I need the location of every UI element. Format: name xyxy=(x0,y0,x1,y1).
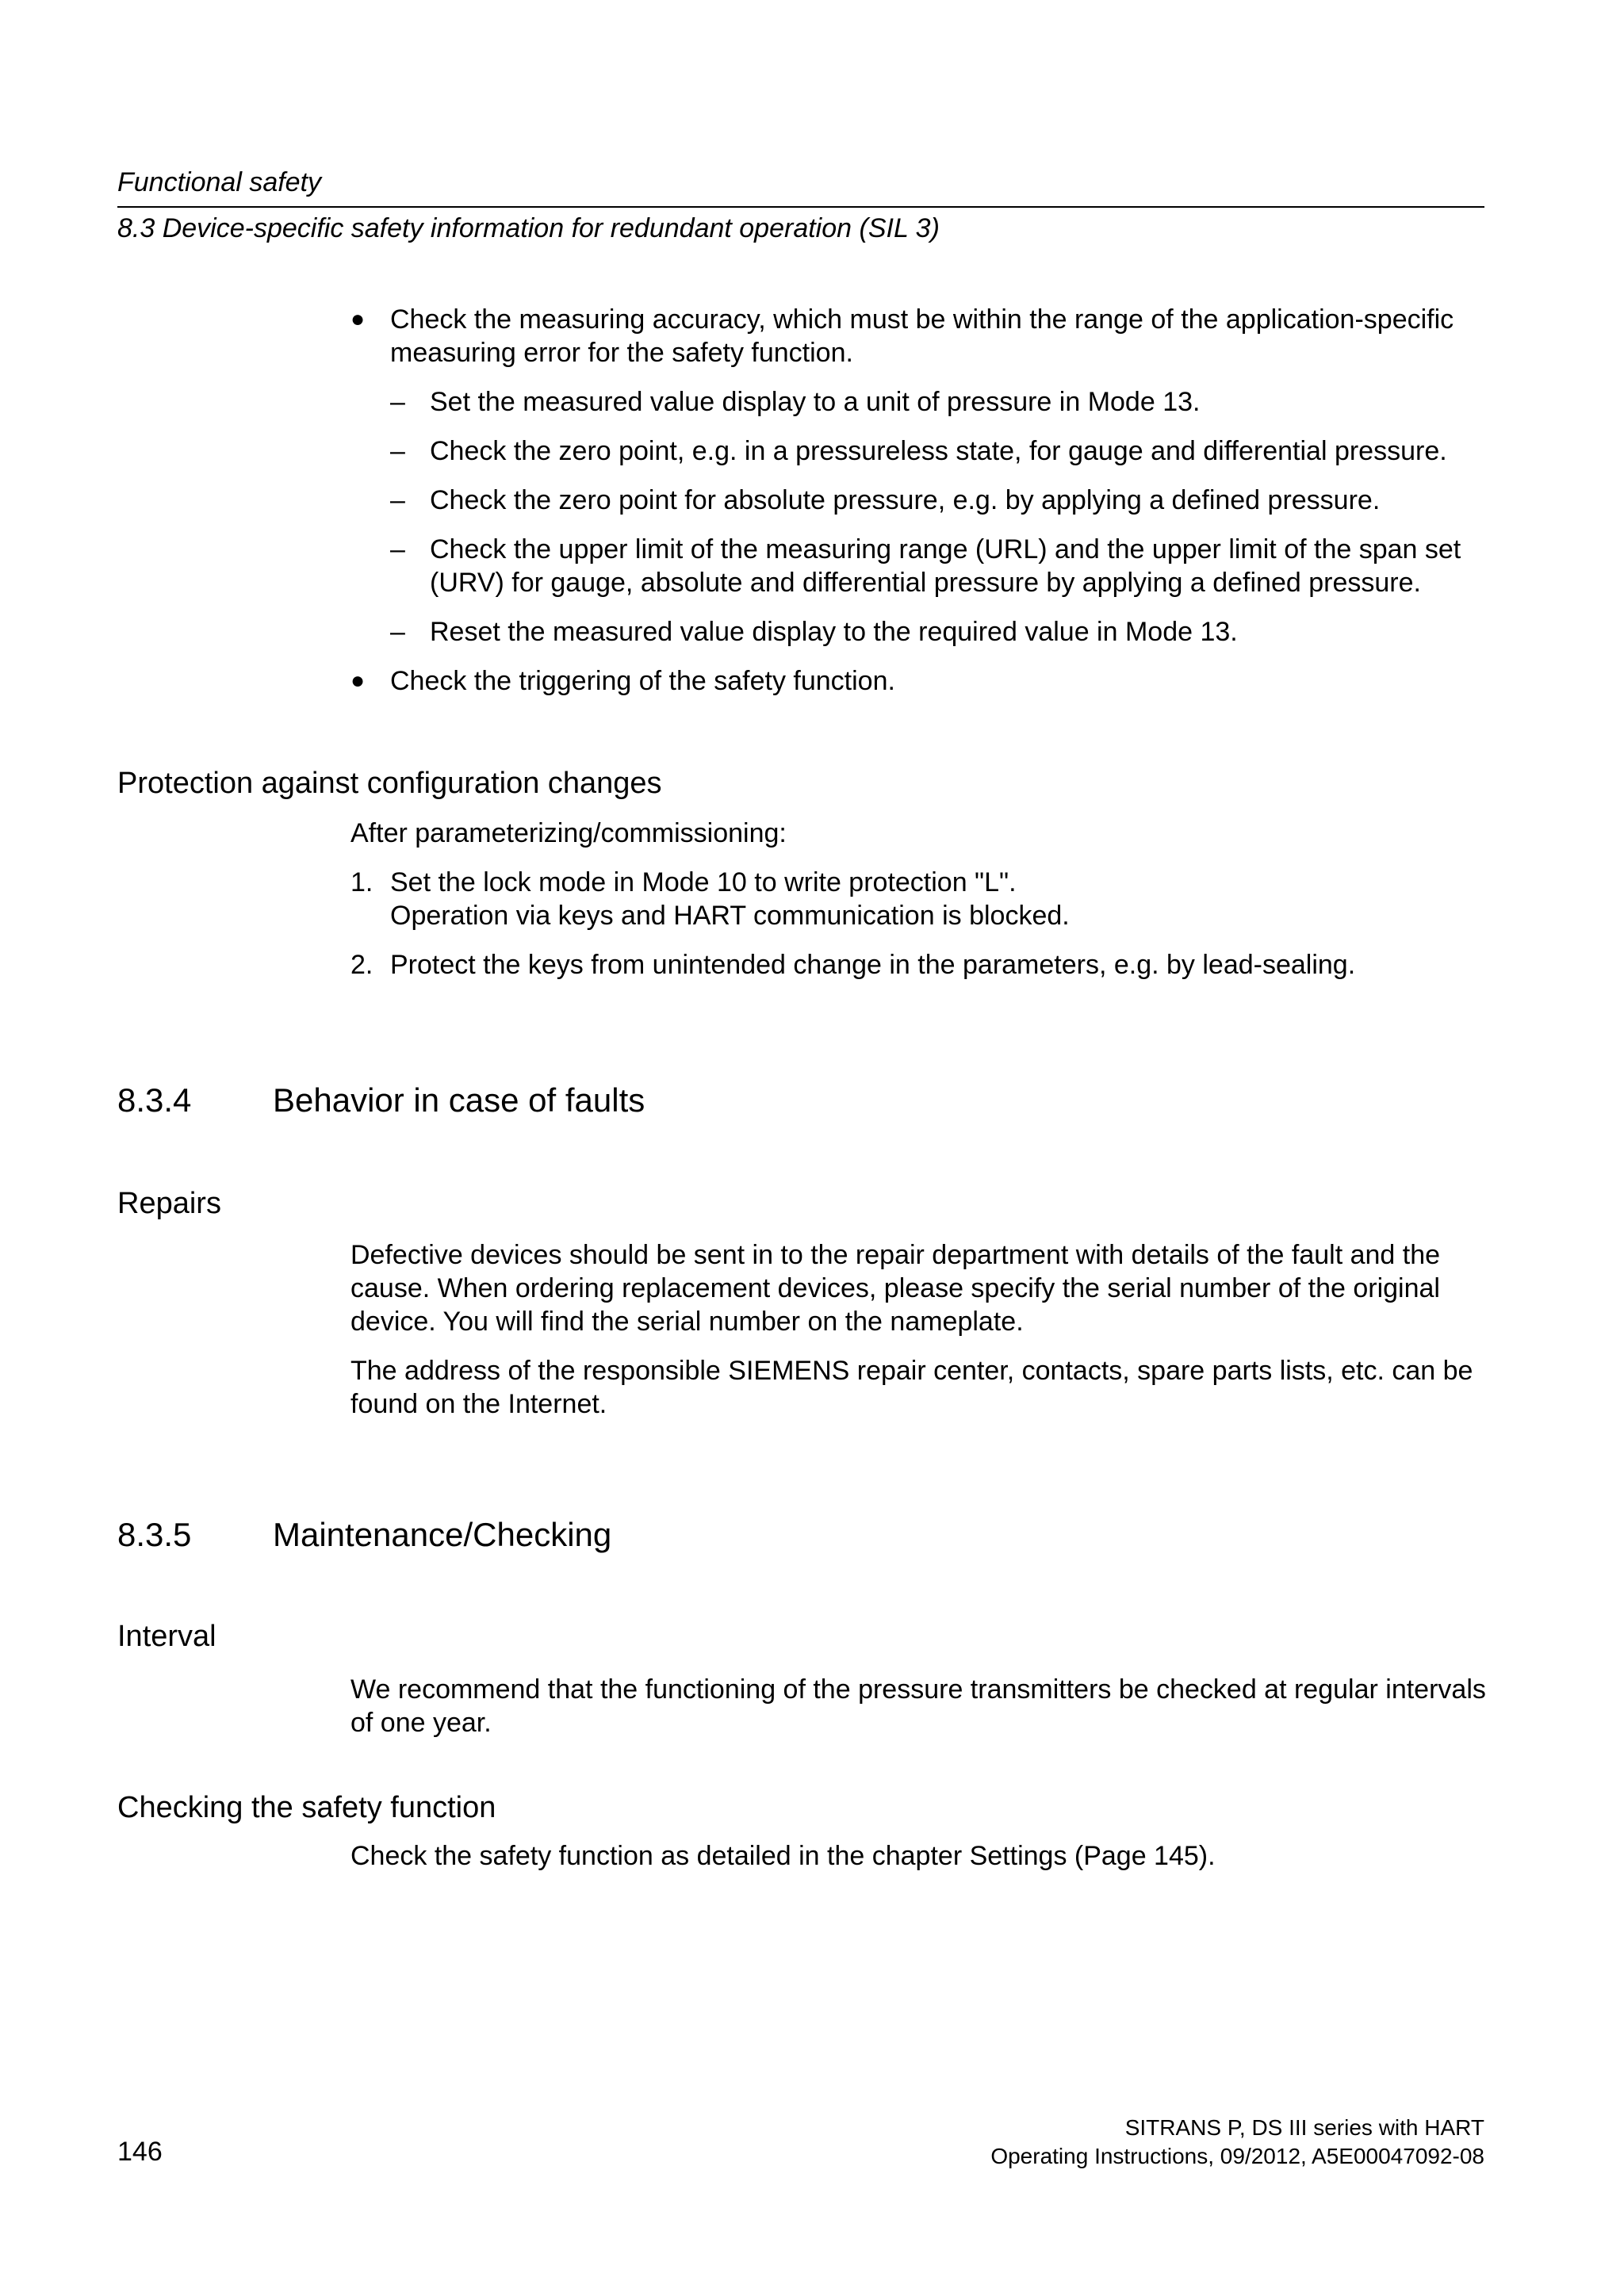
header-chapter: Functional safety xyxy=(117,167,322,197)
header-rule xyxy=(117,206,1484,208)
step-number: 1. xyxy=(350,867,373,897)
list-item xyxy=(350,866,1492,932)
section-number: 8.3.5 xyxy=(117,1516,192,1553)
page-number: 146 xyxy=(117,2137,163,2167)
list-item xyxy=(350,484,1492,517)
bullet-icon: ● xyxy=(350,306,366,332)
dash-icon: – xyxy=(390,485,405,515)
footer-doc-info xyxy=(990,2114,1484,2171)
list-item xyxy=(350,615,1492,649)
dash-icon: – xyxy=(390,436,405,466)
footer-operating-info: Operating Instructions, 09/2012, A5E00047092-08 xyxy=(990,2144,1484,2168)
repairs-paragraph-1: Defective devices should be sent in to the repair department with details of the fault and the cause. When ordering replacement devices, please specify the serial number of the original device. You will find the serial number on the nameplate. xyxy=(350,1240,1441,1337)
step1-line2: Operation via keys and HART communication is blocked. xyxy=(390,901,1070,931)
sub-item-text: Reset the measured value display to the required value in Mode 13. xyxy=(430,617,1238,647)
bullet-icon: ● xyxy=(350,668,366,694)
repairs-paragraph-2: The address of the responsible SIEMENS repair center, contacts, spare parts lists, etc. can be found on the Internet. xyxy=(350,1356,1473,1419)
step1-line1: Set the lock mode in Mode 10 to write protection "L". xyxy=(390,867,1017,897)
interval-body xyxy=(350,1673,1492,1739)
repairs-body xyxy=(350,1238,1492,1421)
step2-text: Protect the keys from unintended change in the parameters, e.g. by lead-sealing. xyxy=(390,950,1356,980)
sub-item-text: Check the zero point for absolute pressure, e.g. by applying a defined pressure. xyxy=(430,485,1381,515)
section-title: Behavior in case of faults xyxy=(273,1081,645,1119)
header-section: 8.3 Device-specific safety information for redundant operation (SIL 3) xyxy=(117,213,940,243)
list-item xyxy=(350,385,1492,419)
list-item xyxy=(350,533,1492,599)
bullet-text: Check the triggering of the safety function. xyxy=(390,666,895,696)
footer-product: SITRANS P, DS III series with HART xyxy=(1124,2115,1484,2140)
checking-paragraph: Check the safety function as detailed in the chapter Settings (Page 145). xyxy=(350,1841,1216,1871)
section-title: Maintenance/Checking xyxy=(273,1516,612,1553)
sub-item-text: Set the measured value display to a unit of pressure in Mode 13. xyxy=(430,387,1201,417)
list-item xyxy=(350,434,1492,468)
list-item xyxy=(350,664,1492,698)
dash-icon: – xyxy=(390,617,405,647)
list-item xyxy=(350,948,1492,982)
protection-heading: Protection against configuration changes xyxy=(117,767,662,800)
step-number: 2. xyxy=(350,950,373,980)
checking-heading: Checking the safety function xyxy=(117,1791,496,1824)
section-number: 8.3.4 xyxy=(117,1081,192,1119)
list-item xyxy=(350,303,1492,369)
bullet-text: Check the measuring accuracy, which must be within the range of the application-specific measuring error for the safety function. xyxy=(390,304,1454,368)
checks-list xyxy=(350,303,1492,698)
checking-body xyxy=(350,1839,1492,1873)
dash-icon: – xyxy=(390,534,405,564)
repairs-heading: Repairs xyxy=(117,1187,221,1220)
dash-icon: – xyxy=(390,387,405,417)
sub-item-text: Check the zero point, e.g. in a pressureless state, for gauge and differential pressure. xyxy=(430,436,1447,466)
interval-paragraph: We recommend that the functioning of the pressure transmitters be checked at regular intervals of one year. xyxy=(350,1674,1486,1738)
protection-intro: After parameterizing/commissioning: xyxy=(350,818,787,848)
protection-body xyxy=(350,817,1492,982)
interval-heading: Interval xyxy=(117,1620,216,1653)
sub-item-text: Check the upper limit of the measuring range (URL) and the upper limit of the span set (URV) for gauge, absolute and differential pressure by applying a defined pressure. xyxy=(430,534,1461,598)
